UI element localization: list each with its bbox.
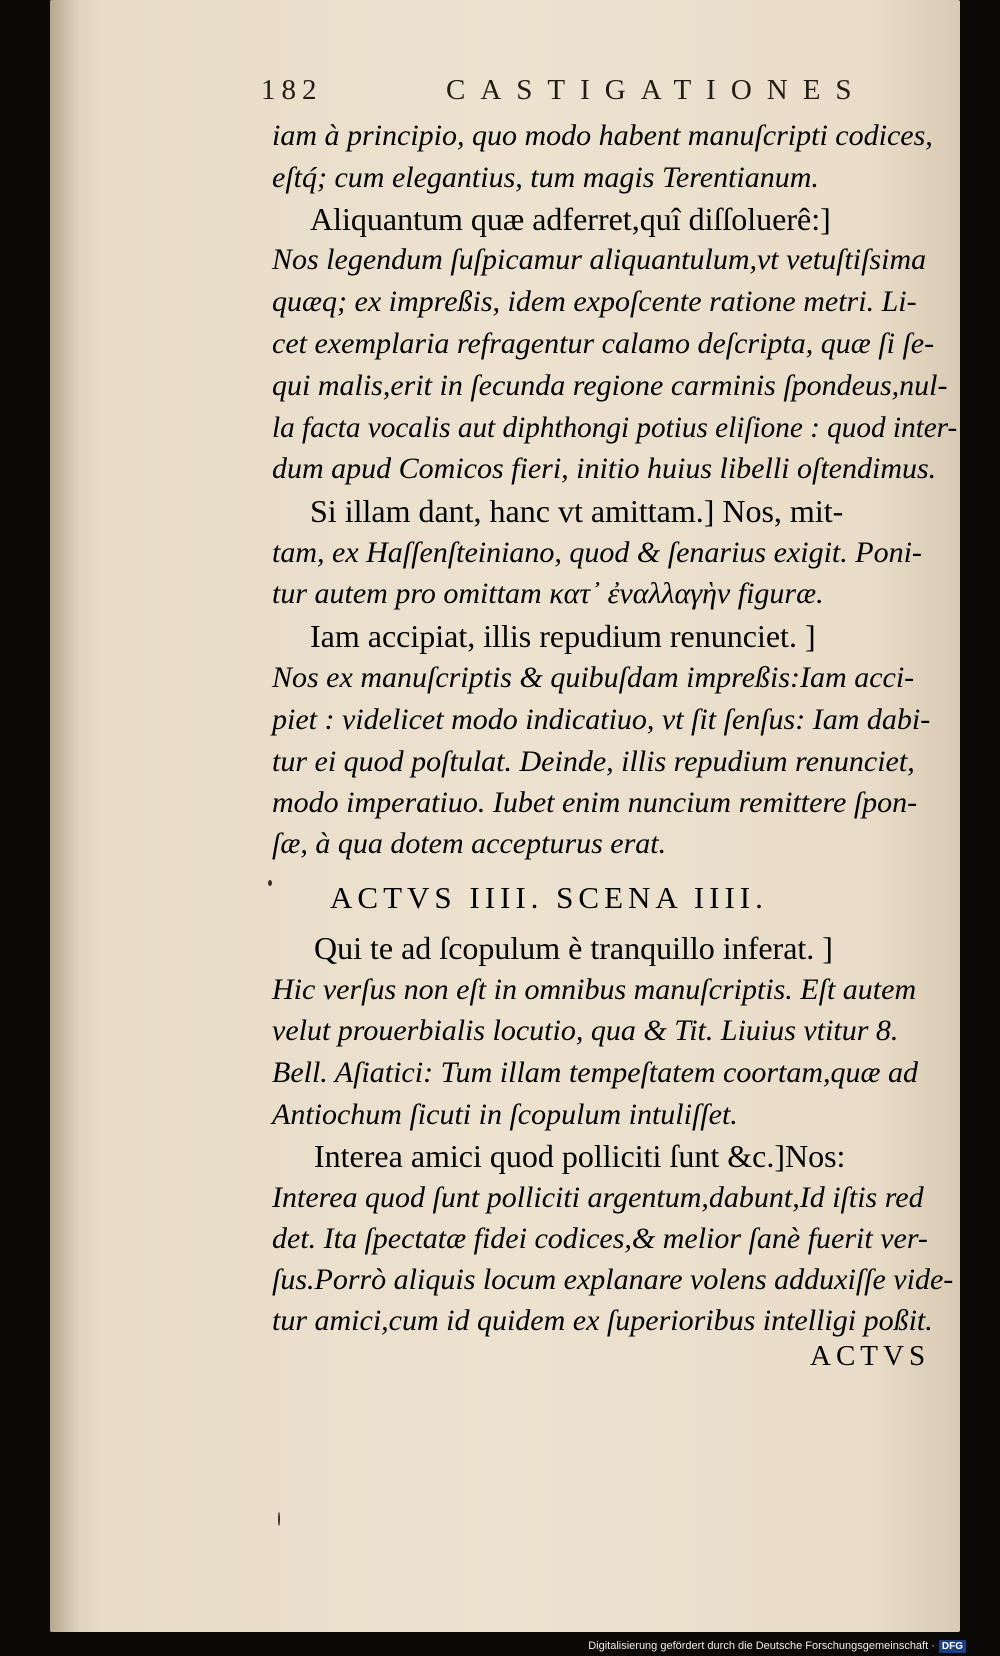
- text-line: dum apud Comicos fieri, initio huius libelli oſtendimus.: [272, 452, 937, 485]
- running-title: CASTIGATIONES: [446, 74, 867, 106]
- act-scene-heading: ACTVS IIII. SCENA IIII.: [330, 880, 768, 915]
- catchword: ACTVS: [810, 1340, 931, 1372]
- text-line: eſtq́; cum elegantius, tum magis Terentianum.: [272, 161, 819, 194]
- text-line: qui malis,erit in ſecunda regione carminis ſpondeus,nul-: [272, 369, 948, 402]
- text-line: cet exemplaria refragentur calamo deſcripta, quæ ſi ſe-: [272, 327, 935, 360]
- text-line: tam, ex Haſſenſteiniano, quod & ſenarius exigit. Poni-: [272, 536, 922, 569]
- text-line: tur autem pro omittam κατ᾽ ἐναλλαγὴν figuræ.: [272, 577, 824, 610]
- text-line: velut prouerbialis locutio, qua & Tit. Liuius vtitur 8.: [272, 1014, 899, 1047]
- digitization-footer: [588, 1638, 966, 1654]
- text-line: iam à principio, quo modo habent manuſcripti codices,: [272, 119, 933, 152]
- text-line: det. Ita ſpectatæ fidei codices,& melior ſanè fuerit ver-: [272, 1222, 928, 1255]
- text-line: modo imperatiuo. Iubet enim nuncium remittere ſpon-: [272, 786, 918, 819]
- text-line: tur amici,cum id quidem ex ſuperioribus intelligi poßit.: [272, 1304, 933, 1337]
- dfg-logo: DFG: [939, 1640, 966, 1653]
- text-line: Antiochum ſicuti in ſcopulum intuliſſet.: [272, 1098, 738, 1131]
- text-line: Nos ex manuſcriptis & quibuſdam impreßis:Iam acci-: [272, 661, 915, 694]
- text-line: Bell. Aſiatici: Tum illam tempeſtatem coortam,quæ ad: [272, 1056, 919, 1089]
- lemma-line: Qui te ad ſcopulum è tranquillo inferat. ]: [314, 930, 833, 966]
- ink-speck: [278, 1512, 280, 1526]
- ink-speck: [268, 880, 272, 886]
- text-line: Nos legendum ſuſpicamur aliquantulum,vt vetuſtiſsima: [272, 243, 927, 276]
- lemma-line: Iam accipiat, illis repudium renunciet. ]: [310, 618, 816, 654]
- text-line: la facta vocalis aut diphthongi potius eliſione : quod inter-: [272, 411, 958, 444]
- text-line: ſæ, à qua dotem accepturus erat.: [272, 827, 667, 860]
- text-line: ſus.Porrò aliquis locum explanare volens adduxiſſe vide-: [272, 1263, 954, 1296]
- text-line: quæq; ex impreßis, idem expoſcente ratione metri. Li-: [272, 285, 917, 318]
- page-number: 182: [261, 74, 323, 106]
- footer-credit: Digitalisierung gefördert durch die Deutsche Forschungsgemeinschaft ·: [588, 1640, 935, 1652]
- lemma-line: Interea amici quod polliciti ſunt &c.]Nos:: [314, 1138, 846, 1174]
- text-line: tur ei quod poſtulat. Deinde, illis repudium renunciet,: [272, 745, 915, 778]
- lemma-line: Si illam dant, hanc vt amittam.] Nos, mit-: [310, 493, 844, 529]
- text-line: piet : videlicet modo indicatiuo, vt ſit ſenſus: Iam dabi-: [272, 703, 931, 736]
- page-header: [221, 72, 966, 116]
- lemma-line: Aliquantum quæ adferret,quî diſſoluerê:]: [310, 201, 831, 237]
- text-line: Interea quod ſunt polliciti argentum,dabunt,Id iſtis red: [272, 1181, 924, 1214]
- text-line: Hic verſus non eſt in omnibus manuſcriptis. Eſt autem: [272, 973, 917, 1006]
